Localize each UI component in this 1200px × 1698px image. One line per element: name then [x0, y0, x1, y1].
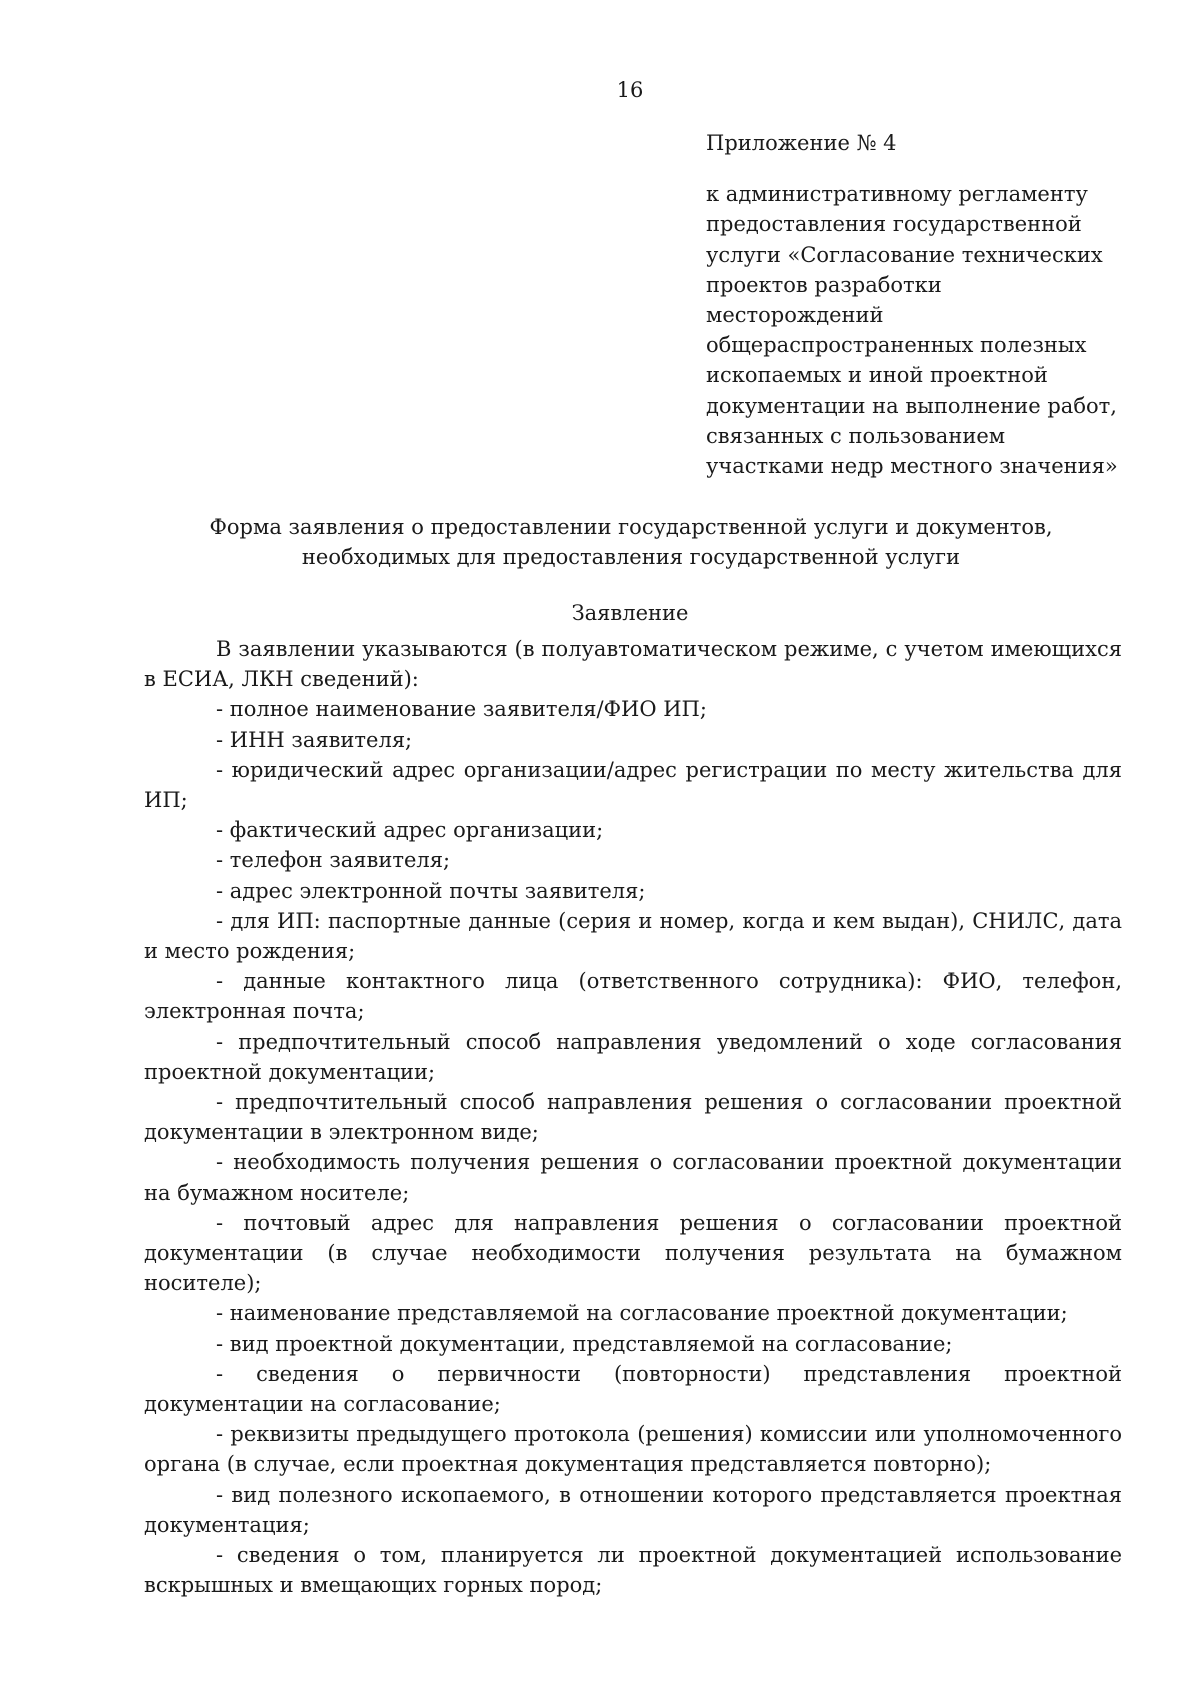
appendix-line: ископаемых и иной проектной — [706, 363, 1048, 388]
appendix-line: услуги «Согласование технических — [706, 242, 1103, 267]
appendix-title: Приложение № 4 — [706, 131, 897, 155]
list-item: - необходимость получения решения о согласовании проектной документации на бумажном носителе; — [144, 1150, 1122, 1205]
appendix-description — [706, 179, 1136, 481]
appendix-line: связанных с пользованием — [706, 423, 1006, 448]
appendix-line: общераспространенных полезных — [706, 333, 1087, 358]
list-item: - адрес электронной почты заявителя; — [216, 878, 646, 903]
form-title-line-2: необходимых для предоставления государственной услуги — [301, 545, 961, 569]
list-item: - вид проектной документации, представляемой на согласование; — [216, 1331, 953, 1356]
appendix-line: месторождений — [706, 303, 884, 328]
page-number: 16 — [616, 78, 644, 102]
statement-body — [144, 634, 1122, 1601]
list-item: - сведения о том, планируется ли проектной документацией использование вскрышных и вмещающих горных пород; — [144, 1543, 1122, 1598]
list-item: - предпочтительный способ направления решения о согласовании проектной документации в электронном виде; — [144, 1090, 1122, 1145]
appendix-line: к административному регламенту — [706, 182, 1088, 207]
intro-paragraph: В заявлении указываются (в полуавтоматическом режиме, с учетом имеющихся в ЕСИА, ЛКН сведений): — [144, 637, 1122, 692]
form-title-line-1: Форма заявления о предоставлении государственной услуги и документов, — [209, 515, 1053, 539]
list-item: - вид полезного ископаемого, в отношении которого представляется проектная документация; — [144, 1482, 1122, 1537]
list-item: - предпочтительный способ направления уведомлений о ходе согласования проектной документации; — [144, 1029, 1122, 1084]
list-item: - почтовый адрес для направления решения о согласовании проектной документации (в случае необходимости получения результата на бумажном носителе); — [144, 1210, 1122, 1296]
list-item: - реквизиты предыдущего протокола (решения) комиссии или уполномоченного органа (в случае, если проектная документация представляется повторно); — [144, 1422, 1122, 1477]
statement-heading: Заявление — [571, 601, 689, 625]
appendix-line: предоставления государственной — [706, 212, 1082, 237]
appendix-line: проектов разработки — [706, 272, 942, 297]
list-item: - ИНН заявителя; — [216, 727, 413, 752]
list-item: - полное наименование заявителя/ФИО ИП; — [216, 697, 707, 722]
list-item: - наименование представляемой на согласование проектной документации; — [216, 1301, 1068, 1326]
appendix-block — [706, 128, 1136, 481]
list-item: - телефон заявителя; — [216, 848, 451, 873]
appendix-line: участками недр местного значения» — [706, 454, 1118, 479]
form-title — [140, 512, 1122, 572]
appendix-line: документации на выполнение работ, — [706, 393, 1117, 418]
list-item: - для ИП: паспортные данные (серия и номер, когда и кем выдан), СНИЛС, дата и место рождения; — [144, 908, 1122, 964]
list-item: - юридический адрес организации/адрес регистрации по месту жительства для ИП; — [144, 757, 1122, 813]
list-item: - данные контактного лица (ответственного сотрудника): ФИО, телефон, электронная почта; — [144, 969, 1122, 1024]
list-item: - фактический адрес организации; — [216, 818, 604, 843]
list-item: - сведения о первичности (повторности) представления проектной документации на согласование; — [144, 1361, 1122, 1417]
